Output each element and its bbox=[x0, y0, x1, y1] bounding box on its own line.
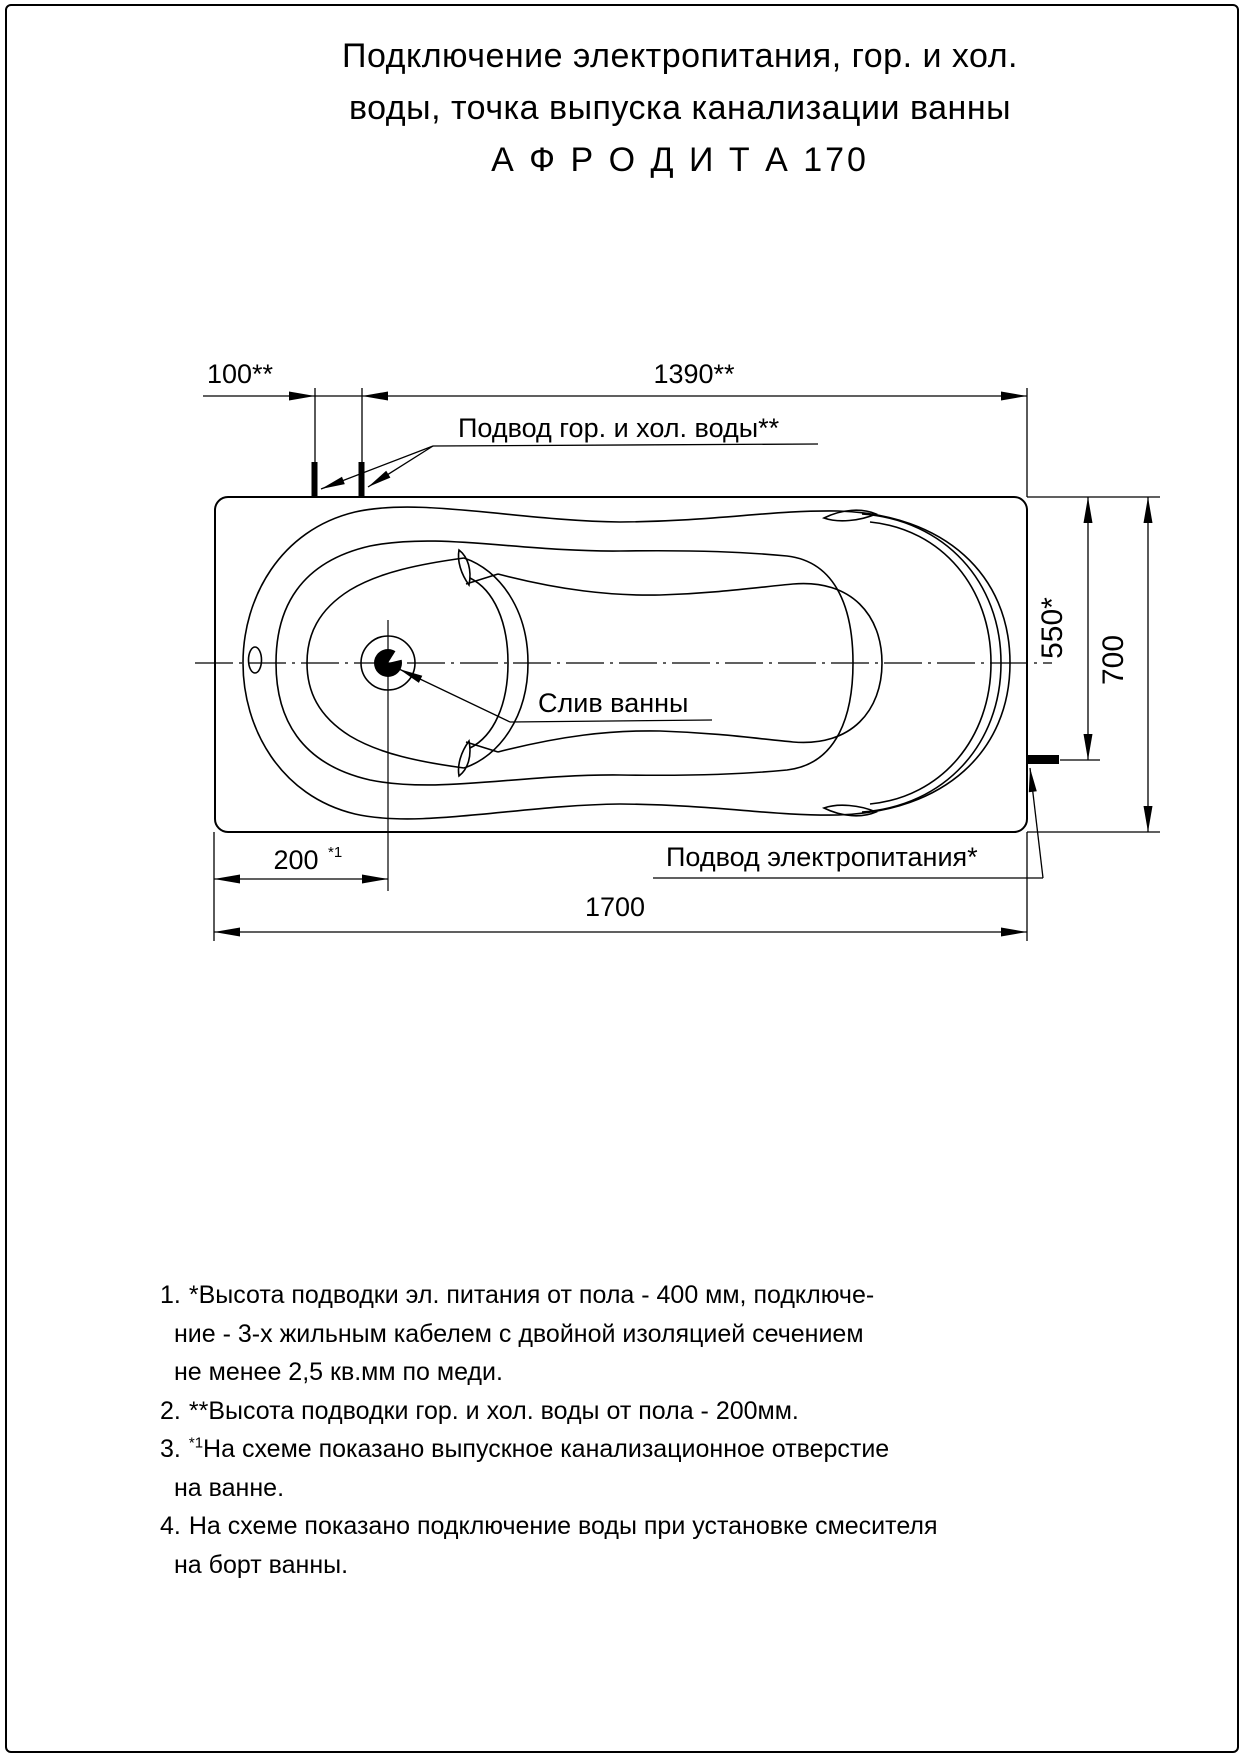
water-pipe-left bbox=[312, 462, 318, 497]
bathtub-top-view bbox=[215, 497, 1027, 832]
seat-bracket-tip-top bbox=[458, 550, 469, 585]
note-1-number: 1. bbox=[160, 1281, 181, 1309]
overflow-hole bbox=[249, 647, 262, 673]
installation-notes bbox=[160, 1276, 1120, 1584]
note-1-line-2: ние - 3-х жильным кабелем с двойной изоляцией сечением bbox=[174, 1319, 864, 1348]
bathtub-rim-rect bbox=[215, 497, 1027, 832]
dim-1700-label: 1700 bbox=[584, 892, 646, 922]
note-3-superscript: *1 bbox=[188, 1434, 204, 1452]
title-line-1: Подключение электропитания, гор. и хол. bbox=[342, 37, 1018, 75]
note-2-number: 2. bbox=[160, 1396, 181, 1425]
note-3-number: 3. bbox=[160, 1435, 181, 1463]
dimension-texts bbox=[207, 359, 1130, 922]
note-3-line-2: на ванне. bbox=[174, 1473, 285, 1502]
note-3 bbox=[160, 1430, 1120, 1507]
dim-200-label: 200 bbox=[273, 845, 319, 875]
note-4-number: 4. bbox=[160, 1512, 181, 1540]
note-1-line-1: *Высота подводки эл. питания от пола - 400 мм, подключе- bbox=[188, 1281, 875, 1309]
dim-200-superscript: *1 bbox=[328, 844, 343, 861]
dim-550-label: 550* bbox=[1036, 597, 1069, 659]
note-2-line-1: **Высота подводки гор. и хол. воды от пола - 200мм. bbox=[188, 1396, 799, 1425]
dim-700-label: 700 bbox=[1097, 634, 1130, 686]
title-model-name: А Ф Р О Д И Т А 170 bbox=[491, 141, 869, 179]
dim-1390-label: 1390** bbox=[653, 359, 735, 389]
note-3-line-1: На схеме показано выпускное канализационное отверстие bbox=[203, 1435, 890, 1463]
note-2 bbox=[160, 1392, 1120, 1431]
note-1 bbox=[160, 1276, 1120, 1392]
power-connection-bar bbox=[1027, 755, 1059, 764]
power-supply-label: Подвод электропитания* bbox=[666, 842, 978, 872]
water-supply-label: Подвод гор. и хол. воды** bbox=[458, 413, 780, 443]
note-1-line-3: не менее 2,5 кв.мм по меди. bbox=[174, 1358, 503, 1386]
note-4-line-2: на борт ванны. bbox=[174, 1550, 349, 1579]
water-pipe-right bbox=[359, 462, 365, 497]
seat-bracket-tip-bottom bbox=[458, 741, 469, 776]
note-4 bbox=[160, 1507, 1120, 1584]
dim-100-label: 100** bbox=[206, 359, 274, 389]
backrest-band-outer bbox=[862, 514, 1001, 812]
note-4-line-1: На схеме показано подключение воды при установке смесителя bbox=[188, 1512, 938, 1540]
drain-label: Слив ванны bbox=[538, 688, 689, 718]
title-line-2: воды, точка выпуска канализации ванны bbox=[348, 89, 1012, 127]
